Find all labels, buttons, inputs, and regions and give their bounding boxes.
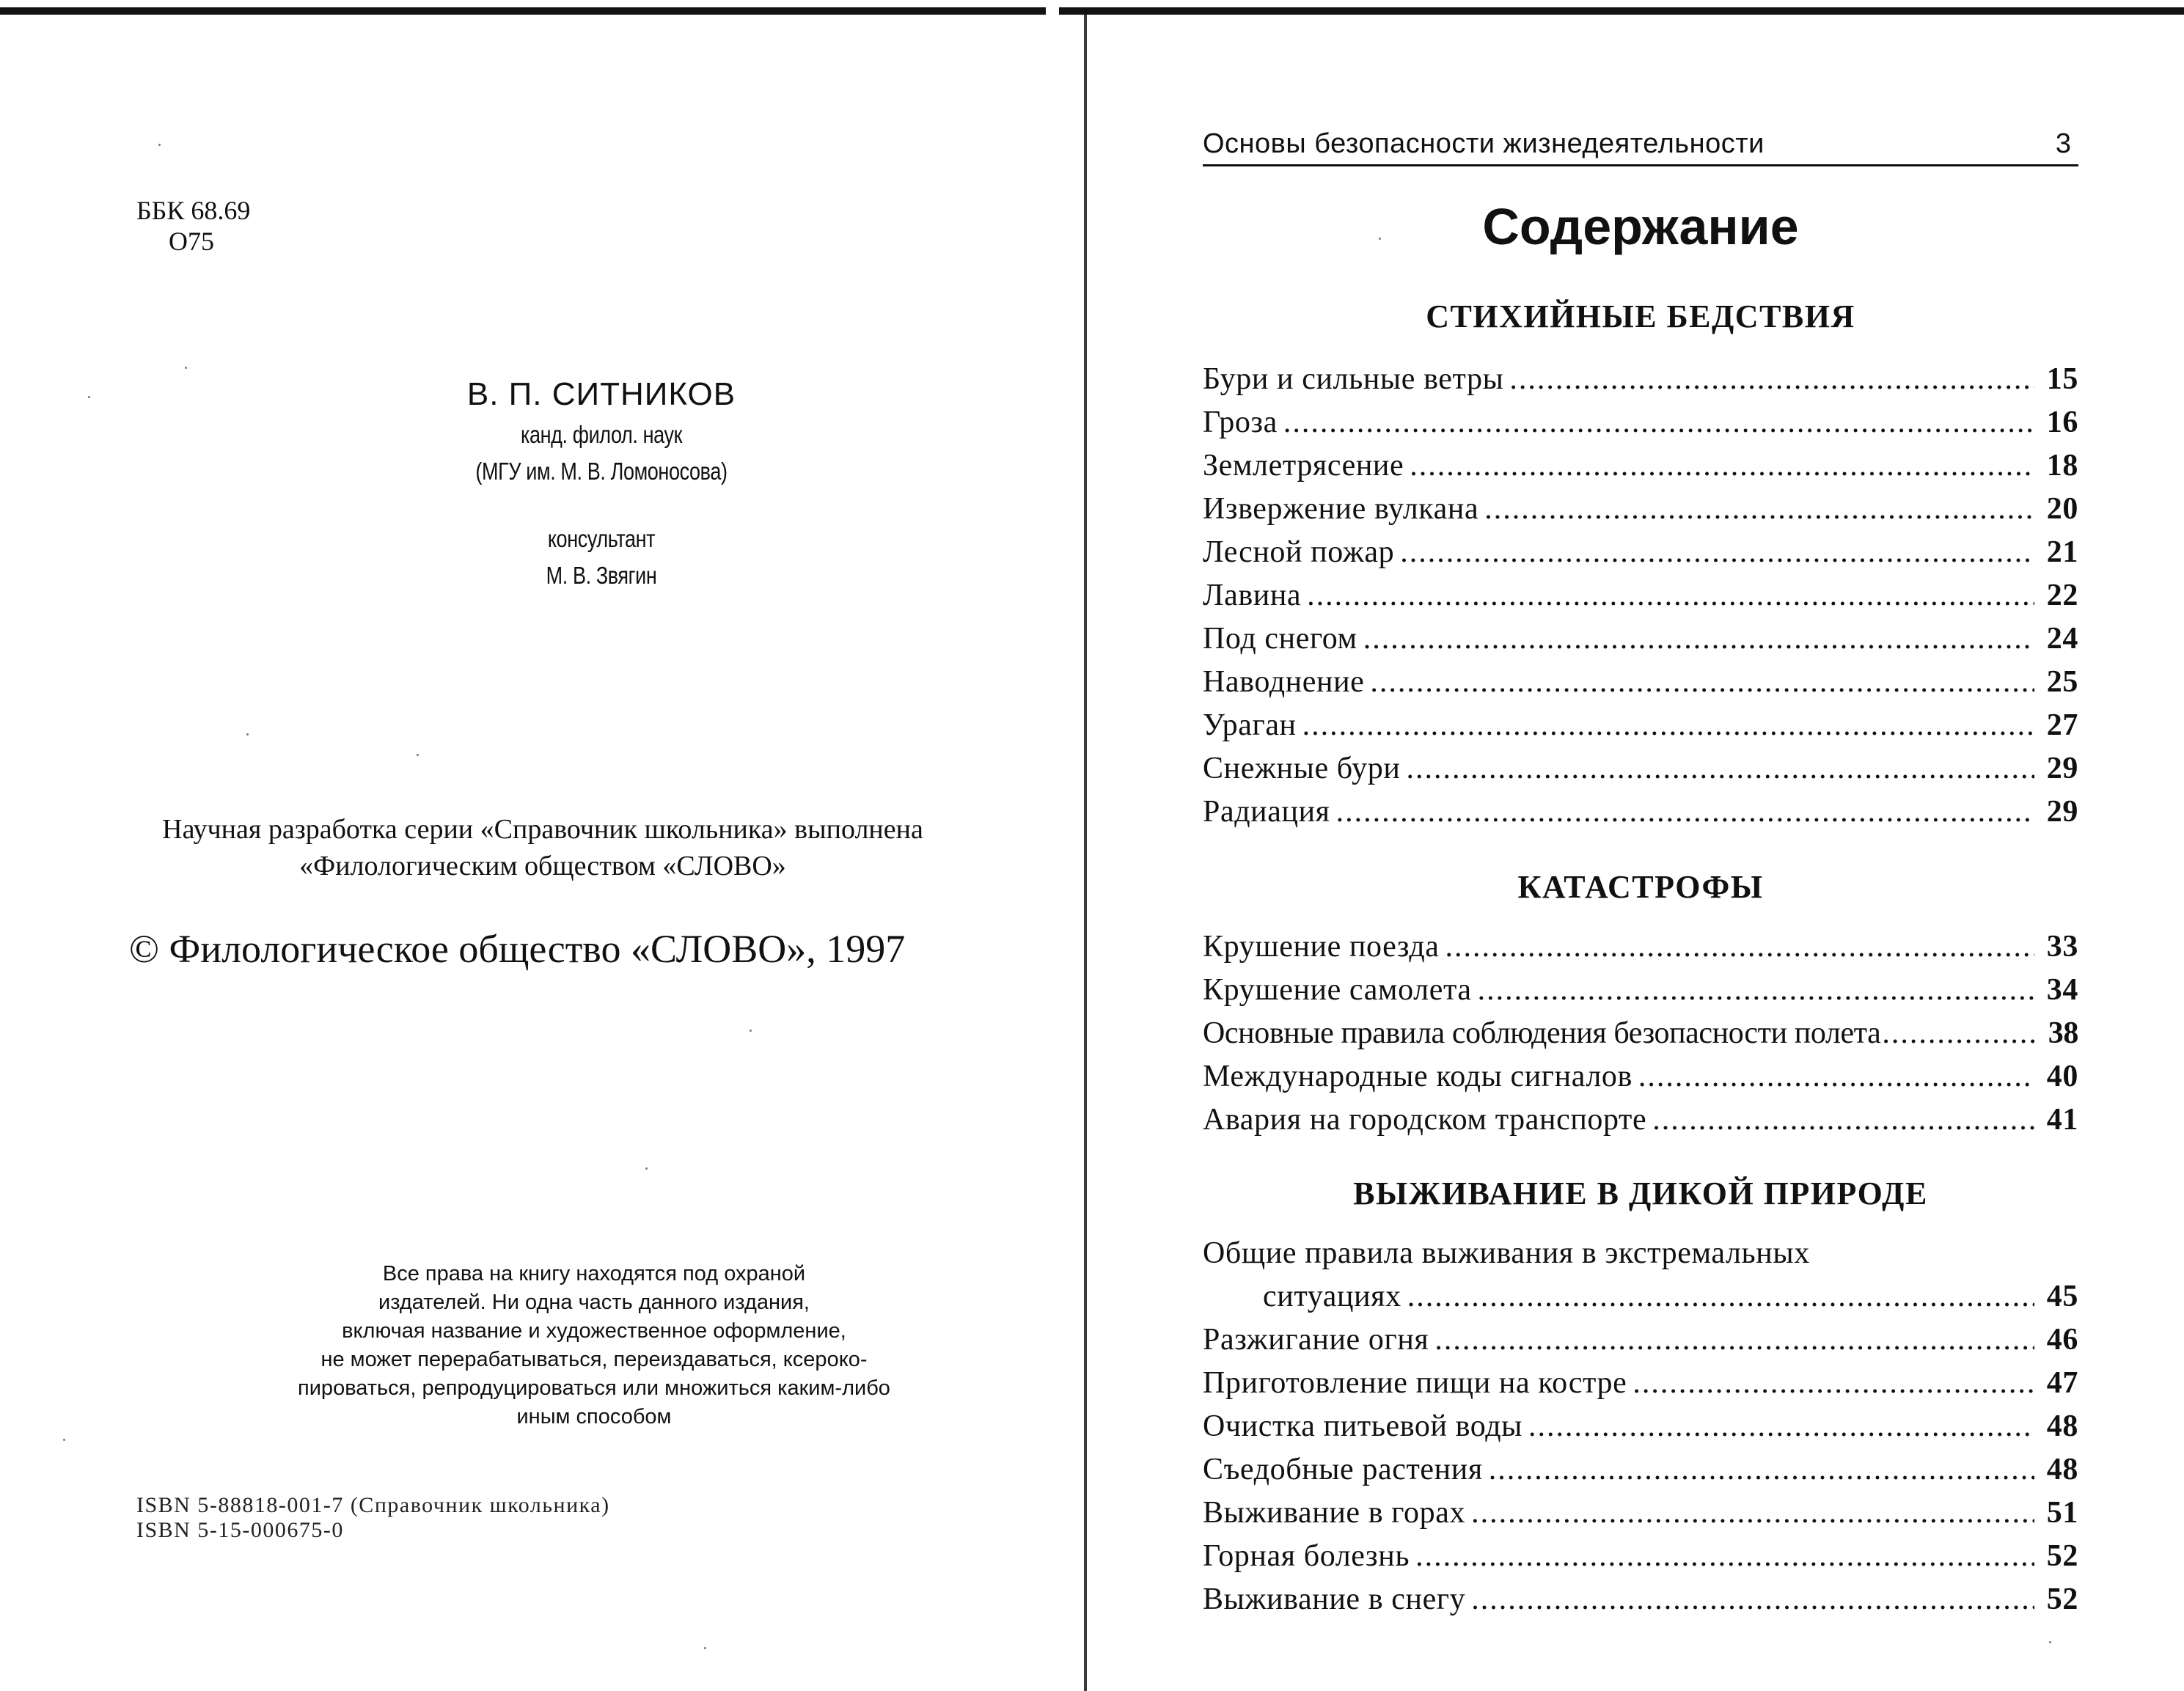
toc-dot-leader: [1652, 1098, 2034, 1142]
toc-entry[interactable]: [1203, 1448, 2078, 1492]
scan-speck: [185, 367, 187, 369]
toc-entry[interactable]: [1203, 791, 2078, 834]
toc-dot-leader: [1509, 358, 2034, 401]
toc-entry-page: 41: [2046, 1103, 2078, 1137]
rights-line: пироваться, репродуцироваться или множиться каким-либо: [298, 1376, 890, 1400]
scan-speck: [750, 1030, 752, 1032]
toc-section-1: [1203, 358, 2078, 834]
toc-dot-leader: [1445, 925, 2034, 969]
toc-entry-page: 33: [2046, 930, 2078, 964]
toc-entry-label: Выживание в горах: [1203, 1496, 1466, 1530]
toc-entry[interactable]: [1203, 488, 2078, 531]
toc-dot-leader: [1471, 1578, 2034, 1621]
toc-dot-leader: [1882, 1012, 2037, 1055]
toc-entry-label: Бури и сильные ветры: [1203, 362, 1504, 396]
toc-entry-page: 52: [2046, 1539, 2078, 1573]
toc-entry[interactable]: [1203, 1318, 2078, 1362]
toc-entry-label: Разжигание огня: [1203, 1323, 1429, 1357]
toc-entry-page: 15: [2046, 362, 2078, 396]
toc-entry[interactable]: [1203, 1578, 2078, 1621]
toc-dot-leader: [1471, 1492, 2034, 1535]
author-name: В. П. СИТНИКОВ: [466, 376, 736, 412]
running-head: [1203, 123, 2078, 166]
toc-section-2: [1203, 925, 2078, 1142]
toc-dot-leader: [1484, 488, 2034, 531]
section-heading: КАТАСТРОФЫ: [1517, 869, 1764, 905]
toc-dot-leader: [1434, 1318, 2034, 1362]
toc-entry-label: Приготовление пищи на костре: [1203, 1366, 1627, 1400]
toc-entry[interactable]: [1203, 1055, 2078, 1098]
toc-dot-leader: [1302, 704, 2034, 747]
toc-dot-leader: [1370, 661, 2034, 704]
toc-dot-leader: [1307, 574, 2034, 617]
toc-dot-leader: [1407, 1275, 2034, 1318]
toc-entry-label: Извержение вулкана: [1203, 492, 1479, 526]
toc-entry-continuation[interactable]: [1203, 1275, 2078, 1318]
rights-line: включая название и художественное оформление,: [342, 1319, 846, 1343]
scan-speck: [645, 1167, 648, 1170]
toc-entry-label: Общие правила выживания в экстремальных: [1203, 1236, 1810, 1270]
toc-entry-label: Очистка питьевой воды: [1203, 1409, 1522, 1443]
toc-entry[interactable]: [1203, 444, 2078, 488]
toc-entry-label: Гроза: [1203, 406, 1278, 439]
toc-entry-page: 29: [2046, 752, 2078, 785]
bbk-classification: [136, 195, 250, 257]
scan-speck: [63, 1439, 65, 1441]
toc-entry-page: 40: [2046, 1060, 2078, 1093]
toc-entry-page: 34: [2046, 973, 2078, 1007]
toc-entry[interactable]: [1203, 574, 2078, 617]
toc-dot-leader: [1415, 1535, 2034, 1578]
toc-entry-page: 46: [2046, 1323, 2078, 1357]
toc-entry-label: Под снегом: [1203, 622, 1357, 656]
toc-entry-page: 45: [2046, 1280, 2078, 1313]
toc-entry[interactable]: [1203, 531, 2078, 574]
toc-entry-label: Выживание в снегу: [1203, 1582, 1466, 1616]
top-edge-shadow-right: [1059, 7, 2184, 15]
toc-entry[interactable]: [1203, 1012, 2078, 1055]
toc-dot-leader: [1410, 444, 2034, 488]
section-heading: СТИХИЙНЫЕ БЕДСТВИЯ: [1426, 298, 1855, 334]
toc-entry-label: Крушение самолета: [1203, 973, 1472, 1007]
copyright-line: © Филологическое общество «СЛОВО», 1997: [129, 927, 906, 971]
toc-dot-leader: [1489, 1448, 2034, 1492]
toc-entry[interactable]: [1203, 1492, 2078, 1535]
toc-entry-page: 21: [2046, 535, 2078, 569]
scan-speck: [88, 396, 90, 398]
rights-line: издателей. Ни одна часть данного издания,: [378, 1291, 810, 1314]
running-head-title: Основы безопасности жизнедеятельности: [1203, 128, 1765, 159]
consultant-name: М. В. Звягин: [546, 562, 657, 589]
toc-entry-label: ситуациях: [1263, 1280, 1401, 1313]
book-gutter: [1084, 15, 1087, 1691]
toc-entry-label: Наводнение: [1203, 665, 1365, 699]
toc-entry-page: 47: [2046, 1366, 2078, 1400]
toc-entry-label: Основные правила соблюдения безопасности полета: [1203, 1016, 1881, 1050]
toc-entry-page: 27: [2046, 708, 2078, 742]
author-affiliation: (МГУ им. М. В. Ломоносова): [475, 458, 728, 485]
toc-entry-page: 52: [2046, 1582, 2078, 1616]
scan-speck: [2049, 1641, 2051, 1643]
scan-speck: [704, 1647, 706, 1649]
toc-dot-leader: [1528, 1405, 2034, 1448]
rights-line: не может перерабатываться, переиздаваться, ксероко-: [320, 1348, 868, 1371]
toc-entry-page: 20: [2046, 492, 2078, 526]
toc-entry-label: Лесной пожар: [1203, 535, 1395, 569]
toc-entry[interactable]: [1203, 1535, 2078, 1578]
toc-dot-leader: [1336, 791, 2034, 834]
toc-entry-label: Горная болезнь: [1203, 1539, 1410, 1573]
toc-entry[interactable]: [1203, 358, 2078, 401]
toc-entry-label: Крушение поезда: [1203, 930, 1440, 964]
scientific-note: [110, 811, 975, 884]
rights-line: иным способом: [516, 1405, 672, 1428]
toc-entry-page: 38: [2048, 1016, 2078, 1050]
page-number: 3: [2055, 128, 2071, 159]
toc-entry-page: 24: [2046, 622, 2078, 656]
section-heading: ВЫЖИВАНИЕ В ДИКОЙ ПРИРОДЕ: [1353, 1175, 1928, 1211]
scientific-note-line: «Филологическим обществом «СЛОВО»: [299, 851, 786, 881]
toc-dot-leader: [1638, 1055, 2034, 1098]
toc-entry-label: Съедобные растения: [1203, 1453, 1483, 1486]
isbn-line: ISBN 5-15-000675-0: [136, 1518, 344, 1542]
toc-entry-label: Снежные бури: [1203, 752, 1401, 785]
toc-entry-page: 25: [2046, 665, 2078, 699]
toc-entry[interactable]: [1203, 1362, 2078, 1405]
toc-entry[interactable]: [1203, 661, 2078, 704]
toc-entry[interactable]: [1203, 747, 2078, 791]
toc-entry-page: 48: [2046, 1409, 2078, 1443]
consultant-label: консультант: [547, 525, 656, 552]
toc-entry[interactable]: [1203, 1098, 2078, 1142]
toc-dot-leader: [1478, 969, 2034, 1012]
toc-dot-leader: [1283, 401, 2034, 444]
author-block: [411, 373, 792, 594]
toc-entry-label: Международные коды сигналов: [1203, 1060, 1632, 1093]
toc-entry[interactable]: [1203, 617, 2078, 661]
toc-dot-leader: [1632, 1362, 2034, 1405]
toc-entry-page: 22: [2046, 579, 2078, 612]
toc-entry[interactable]: [1203, 704, 2078, 747]
isbn-line: ISBN 5-88818-001-7 (Справочник школьника): [136, 1493, 610, 1517]
toc-entry-label: Авария на городском транспорте: [1203, 1103, 1647, 1137]
toc-dot-leader: [1406, 747, 2034, 791]
toc-entry[interactable]: [1203, 401, 2078, 444]
top-edge-shadow-left: [0, 7, 1046, 15]
toc-dot-leader: [1400, 531, 2034, 574]
toc-entry-page: 29: [2046, 795, 2078, 829]
scan-speck: [158, 144, 161, 146]
scientific-note-line: Научная разработка серии «Справочник школьника» выполнена: [162, 814, 923, 845]
toc-entry-page: 48: [2046, 1453, 2078, 1486]
toc-entry[interactable]: [1203, 925, 2078, 969]
scan-speck: [246, 733, 249, 736]
toc-entry[interactable]: [1203, 969, 2078, 1012]
toc-entry-page: 51: [2046, 1496, 2078, 1530]
author-degree: канд. филол. наук: [520, 421, 683, 448]
toc-entry-page: 18: [2046, 449, 2078, 483]
author-mark: O75: [169, 227, 214, 256]
contents-title: Содержание: [1482, 198, 1799, 255]
toc-entry-page: 16: [2046, 406, 2078, 439]
scan-speck: [417, 754, 419, 756]
toc-entry-label: Землетрясение: [1203, 449, 1404, 483]
toc-entry-label: Радиация: [1203, 795, 1330, 829]
toc-section-3: [1203, 1232, 2078, 1621]
toc-entry[interactable]: [1203, 1232, 2078, 1275]
toc-entry-label: Ураган: [1203, 708, 1297, 742]
isbn-block: [136, 1493, 610, 1543]
bbk-code: ББК 68.69: [136, 196, 251, 225]
toc-entry[interactable]: [1203, 1405, 2078, 1448]
rights-notice: [227, 1260, 961, 1431]
rights-line: Все права на книгу находятся под охраной: [382, 1262, 806, 1285]
toc-entry-label: Лавина: [1203, 579, 1302, 612]
toc-dot-leader: [1363, 617, 2034, 661]
